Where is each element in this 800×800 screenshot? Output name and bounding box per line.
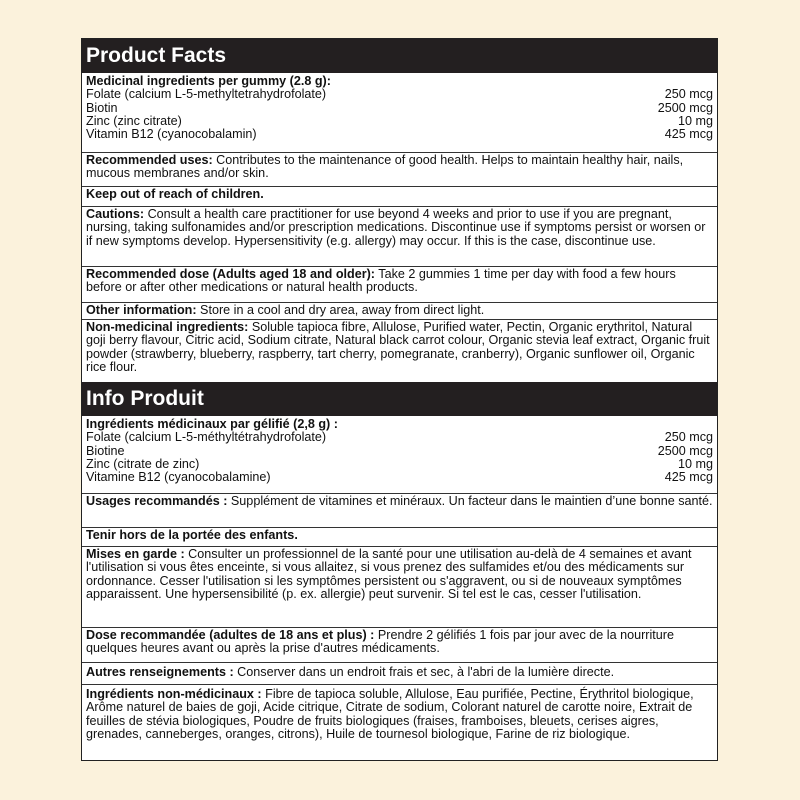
fr-ingredient-amount: 425 mcg [664, 470, 713, 485]
fr-ingredient-row [86, 458, 713, 471]
en-ingredient-row [86, 88, 713, 101]
en-cautions-text: Consult a health care practitioner for use beyond 4 weeks and prior to use if you are pregnant, nursing, taking sulfonamides and/or prescription medications. Discontinue use if symptoms persist or worsen or if new symptoms develop. Hypersensitivity (e.g. allergy) may occur. If this is the case, discontinue use. [86, 207, 706, 248]
fr-uses-label: Usages recommandés : [86, 494, 228, 508]
en-ingredient-name: Folate (calcium L-5-methyltetrahydrofolate) [86, 87, 327, 102]
en-uses-section [82, 153, 717, 187]
en-other-text: Store in a cool and dry area, away from direct light. [196, 303, 485, 317]
fr-ingredient-amount: 250 mcg [664, 430, 713, 445]
fr-keep-out: Tenir hors de la portée des enfants. [86, 528, 298, 542]
fr-cautions-text: Consulter un professionnel de la santé pour une utilisation au-delà de 4 semaines et avant l'utilisation si vous êtes enceinte, si vous allaitez, si vous prenez des sulfamides et/ou des médicaments sur ordonnance. Cesser l'utilisation si les symptômes persistent ou s'aggravent, ou si de nouveaux symptômes apparaissent. Une hypersensibilité (p. ex. allergie) peut survenir. Si tel est le cas, cesser l'utilisation. [86, 547, 692, 601]
en-uses-label: Recommended uses: [86, 153, 213, 167]
fr-nonmed-label: Ingrédients non-médicinaux : [86, 687, 262, 701]
en-ingredient-name: Zinc (zinc citrate) [86, 113, 182, 128]
en-ingredient-name: Vitamin B12 (cyanocobalamin) [86, 127, 257, 142]
en-other-section [82, 303, 717, 320]
fr-other-section [82, 663, 717, 685]
fr-other-text: Conserver dans un endroit frais et sec, à l'abri de la lumière directe. [233, 665, 615, 679]
en-ingredients-section [82, 73, 717, 153]
en-cautions-label: Cautions: [86, 207, 145, 221]
en-ingredient-row [86, 102, 713, 115]
fr-keep-out-section [82, 528, 717, 547]
en-dose-label: Recommended dose (Adults aged 18 and older): [86, 267, 376, 281]
fr-ingredients-section [82, 416, 717, 494]
fr-nonmed-text: Fibre de tapioca soluble, Allulose, Eau purifiée, Pectine, Érythritol biologique, Arôme naturel de baies de goji, Acide citrique, Citrate de sodium, Colorant naturel de carotte noire, Extrait de feuilles de stévia biologiques, Poudre de fruits biologiques (fraises, framboises, bleuets, cerises aigres, grenades, canneberges, oranges, citrons), Huile de tournesol biologique, Farine de riz biologique. [86, 687, 694, 741]
fr-nonmed-section [82, 685, 717, 742]
en-ingredient-row [86, 128, 713, 141]
en-keep-out: Keep out of reach of children. [86, 187, 264, 201]
en-nonmed-label: Non-medicinal ingredients: [86, 320, 249, 334]
en-ingredient-name: Biotin [86, 100, 118, 115]
fr-ingredient-name: Vitamine B12 (cyanocobalamine) [86, 470, 271, 485]
en-keep-out-section [82, 187, 717, 207]
en-ingredient-amount: 2500 mcg [657, 100, 713, 115]
fr-uses-text: Supplément de vitamines et minéraux. Un facteur dans le maintien d’une bonne santé. [227, 494, 713, 508]
product-facts-panel [81, 38, 718, 761]
en-dose-text: Take 2 gummies 1 time per day with food a few hours before or after other medications or natural health products. [86, 267, 676, 295]
fr-dose-text: Prendre 2 gélifiés 1 fois par jour avec de la nourriture quelques heures avant ou après la prise d'autres médicaments. [86, 628, 674, 656]
fr-ingredient-row [86, 431, 713, 444]
fr-other-label: Autres renseignements : [86, 665, 234, 679]
en-ingredients-title: Medicinal ingredients per gummy (2.8 g): [86, 74, 331, 88]
fr-ingredient-name: Zinc (citrate de zinc) [86, 456, 200, 471]
product-facts-header: Product Facts [82, 39, 717, 73]
en-ingredient-amount: 425 mcg [664, 127, 713, 142]
en-nonmed-text: Soluble tapioca fibre, Allulose, Purified water, Pectin, Organic erythritol, Natural goji berry flavour, Citric acid, Sodium citrate, Natural black carrot colour, Organic stevia leaf extract, Organic fruit powder (strawberry, blueberry, raspberry, tart cherry, pomegranate, cranberry), Organic sunflower oil, Organic rice flour. [86, 320, 710, 374]
en-cautions-section [82, 207, 717, 267]
info-produit-header: Info Produit [82, 382, 717, 416]
fr-cautions-section [82, 547, 717, 628]
en-nonmed-section [82, 320, 717, 382]
fr-dose-label: Dose recommandée (adultes de 18 ans et plus) : [86, 628, 375, 642]
fr-ingredient-row [86, 471, 713, 484]
fr-ingredients-title: Ingrédients médicinaux par gélifié (2,8 g) : [86, 417, 338, 431]
en-dose-section [82, 267, 717, 303]
en-ingredient-row [86, 115, 713, 128]
en-ingredient-amount: 10 mg [677, 113, 713, 128]
fr-cautions-label: Mises en garde : [86, 547, 185, 561]
en-other-label: Other information: [86, 303, 197, 317]
en-uses-text: Contributes to the maintenance of good health. Helps to maintain healthy hair, nails, mucous membranes and/or skin. [86, 153, 684, 181]
en-ingredient-amount: 250 mcg [664, 87, 713, 102]
fr-ingredient-row [86, 445, 713, 458]
fr-uses-section [82, 494, 717, 528]
fr-ingredient-name: Folate (calcium L-5-méthyltétrahydrofolate) [86, 430, 327, 445]
fr-ingredient-name: Biotine [86, 443, 125, 458]
fr-dose-section [82, 628, 717, 663]
fr-ingredient-amount: 10 mg [677, 456, 713, 471]
fr-ingredient-amount: 2500 mcg [657, 443, 713, 458]
